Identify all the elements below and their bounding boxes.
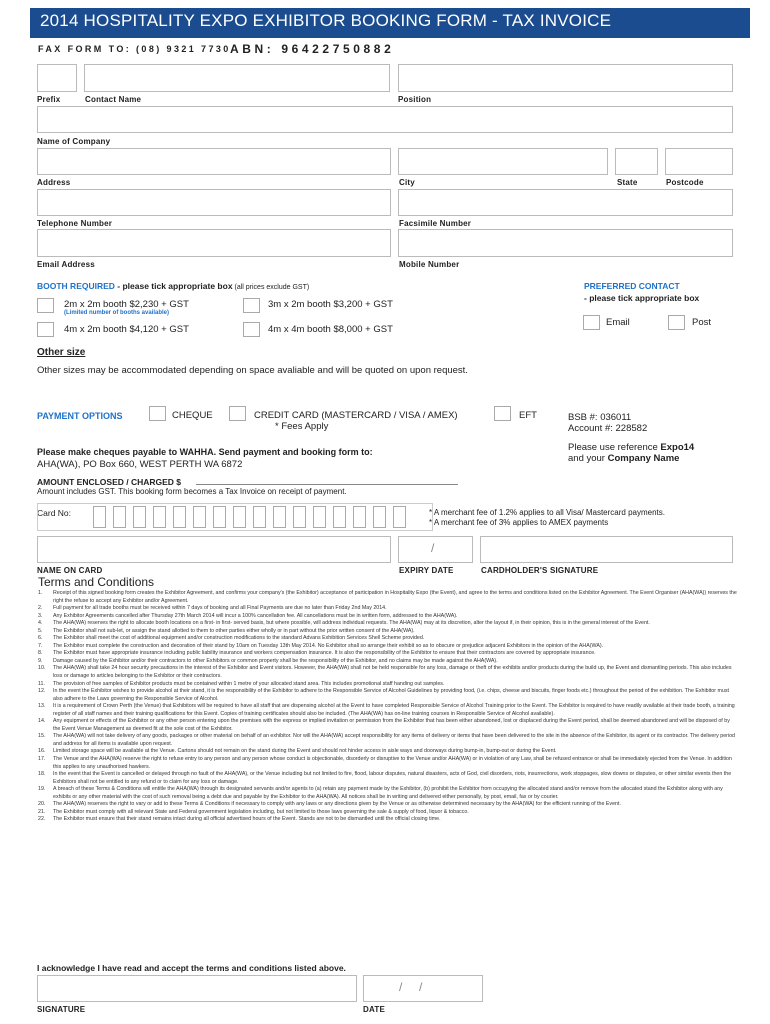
booth-4x4-checkbox[interactable] bbox=[243, 322, 260, 337]
terms-item-text: Any Exhibitor Agreements cancelled after Thursday 27th March 2014 will incur a 100% cancellation fee. All cancellations must be in written form, addressed to the AHA(WA). bbox=[53, 612, 458, 619]
form-title: 2014 HOSPITALITY EXPO EXHIBITOR BOOKING FORM - TAX INVOICE bbox=[40, 11, 612, 30]
booth-limited-note: (Limited number of booths available) bbox=[64, 310, 170, 316]
card-number-label: Card No: bbox=[37, 508, 72, 518]
name-on-card-label: NAME ON CARD bbox=[37, 566, 103, 575]
terms-item bbox=[38, 681, 738, 689]
postcode-field[interactable] bbox=[665, 148, 733, 175]
eft-label: EFT bbox=[519, 410, 537, 421]
booth-3x2-checkbox[interactable] bbox=[243, 298, 260, 313]
preferred-post-label: Post bbox=[692, 317, 712, 328]
terms-item bbox=[38, 643, 738, 651]
card-digit-box[interactable] bbox=[173, 506, 186, 528]
terms-item-number: 1. bbox=[38, 590, 43, 596]
expiry-date-field[interactable] bbox=[398, 536, 473, 563]
terms-item-number: 7. bbox=[38, 642, 43, 649]
acknowledge-text: I acknowledge I have read and accept the terms and conditions listed above. bbox=[37, 963, 346, 973]
expiry-date-label: EXPIRY DATE bbox=[399, 566, 454, 575]
signature-field[interactable] bbox=[37, 975, 357, 1002]
terms-item-text: It is a requirement of Crown Perth (the Venue) that Exhibitors will be required to have all staff that are dispensing alcohol at the Event to have completed Responsible Service of Alcohol Training prior to the Event. The Exhibitor is required to have readily available at their trade booth, a training register of all staff names and their training qualifications for this Event. Copies of training certificates should also be included. (The AHA(WA) has on-line training courses in Responsible Service of Alcohol available). bbox=[53, 703, 735, 717]
terms-item-number: 17. bbox=[38, 756, 46, 763]
terms-item bbox=[38, 703, 738, 718]
terms-item-number: 12. bbox=[38, 688, 46, 695]
terms-item-text: The Exhibitor must ensure that their stand remains intact during all official advertised hours of the Event. Stands are not to be dismantled until the official closing time. bbox=[53, 816, 441, 823]
booth-4x4-label: 4m x 4m booth $8,000 + GST bbox=[268, 324, 393, 335]
abn-number: ABN: 96422750882 bbox=[230, 42, 395, 56]
terms-item bbox=[38, 590, 738, 605]
terms-item bbox=[38, 635, 738, 643]
terms-item-text: The provision of free samples of Exhibitor products must be contained within 1 metre of your allocated stand area. This includes promotional staff handing out samples. bbox=[53, 680, 445, 687]
date-label: DATE bbox=[363, 1005, 385, 1014]
booth-heading: BOOTH REQUIRED bbox=[37, 281, 115, 291]
card-digit-box[interactable] bbox=[113, 506, 126, 528]
card-digit-box[interactable] bbox=[133, 506, 146, 528]
cardholder-signature-label: CARDHOLDER'S SIGNATURE bbox=[481, 566, 599, 575]
company-field[interactable] bbox=[37, 106, 733, 133]
reference-code: Expo14 bbox=[660, 442, 695, 453]
cheque-payable-note: Please make cheques payable to WAHHA. Send payment and booking form to: bbox=[37, 447, 373, 457]
booth-subheading: - please tick appropriate box bbox=[114, 281, 233, 291]
terms-item-text: The AHA(WA) shall take 24 hour security precautions in the interest of the Exhibitor and Event visitors. However, the AHA(WA) shall not be held responsible for any loss, damage or theft of the exhibits and/or products during the build up, the Event and dismantling periods. This also includes loss or damage to articles belonging to the Exhibitor or their contractors. bbox=[53, 665, 732, 680]
fax-number: FAX FORM TO: (08) 9321 7730 bbox=[38, 44, 231, 54]
cheque-checkbox[interactable] bbox=[149, 406, 166, 421]
amount-label: AMOUNT ENCLOSED / CHARGED $ bbox=[37, 477, 182, 487]
mobile-label: Mobile Number bbox=[399, 260, 460, 269]
terms-item bbox=[38, 613, 738, 621]
preferred-email-checkbox[interactable] bbox=[583, 315, 600, 330]
card-digit-box[interactable] bbox=[293, 506, 306, 528]
state-field[interactable] bbox=[615, 148, 658, 175]
card-digit-box[interactable] bbox=[313, 506, 326, 528]
preferred-post-checkbox[interactable] bbox=[668, 315, 685, 330]
terms-item bbox=[38, 718, 738, 733]
payment-heading: PAYMENT OPTIONS bbox=[37, 411, 123, 421]
company-label: Name of Company bbox=[37, 137, 111, 146]
terms-item-number: 9. bbox=[38, 657, 43, 664]
position-field[interactable] bbox=[398, 64, 733, 92]
amount-line[interactable] bbox=[196, 484, 458, 485]
booth-2x2-label: 2m x 2m booth $2,230 + GST bbox=[64, 299, 189, 310]
terms-item-text: The Venue and the AHA(WA) reserve the right to refuse entry to any person and any person whose conduct is objectionable, disorderly or disruptive to the Venue and/or AHA(WA) or in violation of any Law, shall be refused entrance or shall be immediately ejected from the Venue. In addition this applies to any unauthorised hawkers. bbox=[53, 756, 732, 770]
terms-item-text: Any equipment or effects of the Exhibitor or any other person entering upon the premises with the express or implied invitation or permission from the Exhibitor that has been either abandoned, lost or displaced during the Event period, shall be deemed abandoned and will be disposed of by the Event Venue Management as deemed fit at the sole cost of the Exhibitor. bbox=[53, 718, 730, 732]
telephone-field[interactable] bbox=[37, 189, 391, 216]
card-digit-box[interactable] bbox=[193, 506, 206, 528]
terms-item-number: 18. bbox=[38, 771, 46, 778]
state-label: State bbox=[617, 178, 638, 187]
facsimile-field[interactable] bbox=[398, 189, 733, 216]
terms-item bbox=[38, 688, 738, 703]
eft-checkbox[interactable] bbox=[494, 406, 511, 421]
postcode-label: Postcode bbox=[666, 178, 704, 187]
expiry-slash: / bbox=[431, 541, 435, 555]
terms-item-text: Damage caused by the Exhibitor and/or their contractors to other Exhibitors or common property shall be the responsibility of the Exhibitor, and no claims may be made against the AHA(WA). bbox=[53, 657, 498, 664]
terms-item-text: A breach of these Terms & Conditions will entitle the AHA(WA) through its designated servants and/or agents to (a) retain any payment made by the Exhibitor, (b) prohibit the Exhibitor from occupying the allocated stand and/or remove from the allocated stand the Exhibitor along with any exhibits or any other material with the cost of such removal being a debt due and payable by the Exhibitor to the AHA(WA). All notices shall be in writing and delivered either personally, by post, email, fax or by courier. bbox=[53, 786, 723, 800]
signature-label: SIGNATURE bbox=[37, 1005, 86, 1014]
email-label: Email Address bbox=[37, 260, 95, 269]
terms-item bbox=[38, 771, 738, 786]
reference-text-2: and your bbox=[568, 453, 608, 464]
terms-item-number: 5. bbox=[38, 627, 43, 634]
address-label: Address bbox=[37, 178, 71, 187]
terms-item bbox=[38, 628, 738, 636]
reference-text: Please use reference bbox=[568, 442, 661, 453]
date-slashes: / / bbox=[399, 980, 423, 994]
terms-item-number: 13. bbox=[38, 703, 46, 710]
merchant-fee-visa: * A merchant fee of 1.2% applies to all Visa/ Mastercard payments. bbox=[429, 508, 665, 517]
card-digit-box[interactable] bbox=[233, 506, 246, 528]
fees-apply-label: * Fees Apply bbox=[275, 421, 329, 432]
cardholder-signature-field[interactable] bbox=[480, 536, 733, 563]
email-field[interactable] bbox=[37, 229, 391, 257]
terms-item-number: 22. bbox=[38, 816, 46, 823]
merchant-fee-amex: * A merchant fee of 3% applies to AMEX payments bbox=[429, 518, 609, 527]
card-digit-box[interactable] bbox=[373, 506, 386, 528]
card-digit-box[interactable] bbox=[213, 506, 226, 528]
booth-price-note: (all prices exclude GST) bbox=[232, 284, 310, 291]
bsb-number: BSB #: 036011 bbox=[568, 412, 632, 423]
facsimile-label: Facsimile Number bbox=[399, 219, 472, 228]
terms-item-number: 11. bbox=[38, 680, 45, 687]
terms-item bbox=[38, 816, 738, 824]
credit-card-checkbox[interactable] bbox=[229, 406, 246, 421]
terms-item-number: 14. bbox=[38, 718, 46, 725]
terms-item bbox=[38, 658, 738, 666]
terms-item-number: 4. bbox=[38, 620, 43, 627]
booth-3x2-label: 3m x 2m booth $3,200 + GST bbox=[268, 299, 393, 310]
terms-item bbox=[38, 605, 738, 613]
terms-item-number: 16. bbox=[38, 748, 46, 755]
city-field[interactable] bbox=[398, 148, 608, 175]
card-digit-box[interactable] bbox=[393, 506, 406, 528]
position-label: Position bbox=[398, 95, 432, 104]
other-size-text: Other sizes may be accommodated depending on space avaliable and will be quoted on upon request. bbox=[37, 365, 468, 376]
prefix-field[interactable] bbox=[37, 64, 77, 92]
terms-title: Terms and Conditions bbox=[38, 575, 155, 589]
terms-item-text: Receipt of this signed booking form creates the Exhibitor Agreement, and confirms your company's (the Exhibitor) acceptance of participation in Hospitality Expo (the Event), and agree to the terms and conditions listed on the Exhibitor Agreement. The Event Organiser (AHA(WA)) reserves the right the refuse to accept any Exhibitor and/or Agreement. bbox=[53, 590, 737, 604]
terms-item-number: 6. bbox=[38, 635, 43, 642]
terms-item-text: Full payment for all trade booths must be received within 7 days of booking and all Final Payments are due no later than Friday 2nd May 2014. bbox=[53, 605, 387, 612]
mobile-field[interactable] bbox=[398, 229, 733, 257]
terms-item-number: 3. bbox=[38, 612, 43, 619]
preferred-email-label: Email bbox=[606, 317, 630, 328]
card-digit-box[interactable] bbox=[253, 506, 266, 528]
terms-item-number: 21. bbox=[38, 808, 46, 815]
cheque-label: CHEQUE bbox=[172, 410, 213, 421]
card-digit-box[interactable] bbox=[153, 506, 166, 528]
terms-item-text: The Exhibitor shall meet the cost of additional equipment and/or construction modifications to the standard Advans Exhibition Services Shell Scheme provided. bbox=[53, 635, 425, 642]
terms-item-number: 8. bbox=[38, 650, 43, 657]
booth-heading-row bbox=[37, 281, 309, 291]
booth-4x2-label: 4m x 2m booth $4,120 + GST bbox=[64, 324, 189, 335]
terms-item-text: The Exhibitor must complete the construction and decoration of their stand by 10am on Tuesday 13th May 2014. No Exhibitor shall so arrange their exhibit so as to obscure or prejudice adjacent Exhibitors in the opinion of the AHA(WA). bbox=[53, 642, 604, 649]
terms-item bbox=[38, 786, 738, 801]
terms-item bbox=[38, 733, 738, 748]
terms-item-number: 19. bbox=[38, 786, 46, 793]
reference-company: Company Name bbox=[607, 453, 680, 464]
terms-item-text: The AHA(WA) reserves the right to allocate booth locations on a first- in first- served basis, but where possible, will address individual requests. The AHA(WA) may at its discretion, alter the layout if, in their opinion, this is in the general interest of the Event. bbox=[53, 620, 650, 627]
credit-card-label: CREDIT CARD (MASTERCARD / VISA / AMEX) bbox=[254, 410, 458, 421]
postal-address: AHA(WA), PO Box 660, WEST PERTH WA 6872 bbox=[37, 459, 243, 470]
terms-item-number: 2. bbox=[38, 605, 43, 612]
terms-item bbox=[38, 809, 738, 817]
terms-item bbox=[38, 650, 738, 658]
other-size-heading: Other size bbox=[37, 347, 86, 358]
reference-line-2 bbox=[568, 453, 679, 464]
terms-item-text: The AHA(WA) will not take delivery of any goods, packages or other material on behalf of an exhibitor. Nor will the AHA(WA) accept responsibility for any items of delivery or items that have been delivered to the site in the absence of the Exhibitor, its agent or its contractor. The delivery period and address for all items is available upon request. bbox=[53, 733, 735, 747]
terms-item-text: In the event that the Event is cancelled or delayed through no fault of the AHA(WA), or the Venue including but not limited to fire, flood, labour disputes, natural disasters, acts of God, civil disorders, riots, insurrections, work stoppages, slow downs or disputes, or other similar events then the Exhibitors shall not be entitled to any refund or to claim for any loss or damage. bbox=[53, 771, 732, 785]
account-number: Account #: 228582 bbox=[568, 423, 648, 434]
preferred-contact-heading: PREFERRED CONTACT bbox=[584, 281, 680, 291]
amount-note: Amount includes GST. This booking form becomes a Tax Invoice on receipt of payment. bbox=[37, 487, 347, 496]
preferred-contact-subheading: - please tick appropriate box bbox=[584, 293, 700, 303]
terms-item bbox=[38, 620, 738, 628]
card-digit-box[interactable] bbox=[93, 506, 106, 528]
booth-2x2-checkbox[interactable] bbox=[37, 298, 54, 313]
card-digit-box[interactable] bbox=[273, 506, 286, 528]
contact-name-field[interactable] bbox=[84, 64, 390, 92]
terms-item-number: 20. bbox=[38, 801, 46, 808]
terms-item-text: The Exhibitor must comply with all relevant State and Federal government legislation including, but not limited to those laws governing the sale & supply of food, liquor & tobacco. bbox=[53, 808, 469, 815]
reference-line-1 bbox=[568, 442, 694, 453]
terms-item-number: 15. bbox=[38, 733, 46, 740]
address-field[interactable] bbox=[37, 148, 391, 175]
booth-4x2-checkbox[interactable] bbox=[37, 322, 54, 337]
terms-item-text: The AHA(WA) reserves the right to vary or add to these Terms & Conditions if necessary to comply with any laws or any directions given by the Venue or as otherwise determined necessary by the AHA(WA) for the efficient running of the Event. bbox=[53, 801, 621, 808]
terms-item-text: The Exhibitor must have appropriate insurance including public liability insurance and workers compensation insurance. It is also the responsibility of the Exhibitor to ensure that their contractors are covered by appropriate insurance. bbox=[53, 650, 596, 657]
name-on-card-field[interactable] bbox=[37, 536, 391, 563]
terms-item-number: 10. bbox=[38, 665, 46, 672]
terms-item-text: Limited storage space will be available at the Venue. Cartons should not remain on the stand during the Event and should not hinder access in aisle ways and doorways during bump-in, bump-out or during the Event. bbox=[53, 748, 557, 755]
contact-name-label: Contact Name bbox=[85, 95, 142, 104]
terms-item bbox=[38, 801, 738, 809]
card-digit-box[interactable] bbox=[353, 506, 366, 528]
date-field[interactable] bbox=[363, 975, 483, 1002]
terms-item-text: In the event the Exhibitor wishes to provide alcohol at their stand, it is the responsibility of the Exhibitor to adhere to the Responsible Service of Alcohol Guidelines by providing food, (i.e. chips, cheese and biscuits, finger foods etc.) throughout the period of the exhibition. The Exhibitor must also adhere to the Laws governing the Responsible Service of Alcohol. bbox=[53, 688, 729, 702]
terms-item bbox=[38, 665, 738, 680]
prefix-label: Prefix bbox=[37, 95, 61, 104]
terms-item-text: The Exhibitor shall not sub-let, or assign the stand allotted to them to other parties either wholly or in part without the prior written consent of the AHA(WA). bbox=[53, 627, 415, 634]
telephone-label: Telephone Number bbox=[37, 219, 113, 228]
card-digit-box[interactable] bbox=[333, 506, 346, 528]
terms-list bbox=[38, 590, 738, 824]
city-label: City bbox=[399, 178, 415, 187]
terms-item bbox=[38, 748, 738, 756]
terms-item bbox=[38, 756, 738, 771]
